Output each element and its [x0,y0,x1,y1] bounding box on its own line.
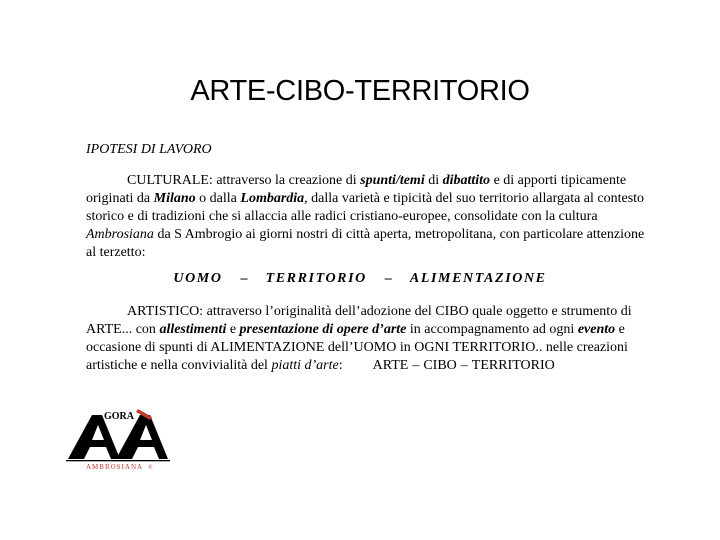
section-subtitle: IPOTESI DI LAVORO [86,142,212,157]
logo-top-text: GORA [104,411,134,422]
keyword-alimentazione: ALIMENTAZIONE [409,271,547,286]
keyword-territorio: TERRITORIO [265,271,367,286]
paragraph-culturale: CULTURALE: attraverso la creazione di spunti/temi di dibattito e di apporti tipicamente originati da Milano o dalla Lombardia, dalla varietà e tipicità del suo territorio allargata al contesto storico e di tradizioni che si allaccia alle radici cristiano-europee, consolidate con la cultura Ambrosiana da S Ambrogio ai giorni nostri di città aperta, metropolitana, con particolare attenzione al terzetto: [86,173,645,260]
keyword-uomo: UOMO [173,271,223,286]
agora-ambrosiana-logo [62,407,182,471]
logo-baseline [66,460,170,461]
logo-registered-mark: ® [148,465,153,471]
paragraph-artistico: ARTISTICO: attraverso l’originalità dell’adozione del CIBO quale oggetto e strumento di ARTE... con allestimenti e presentazione di opere d’arte in accompagnamento ad ogni evento e occasione di spunti di ALIMENTAZIONE dell’UOMO in OGNI TERRITORIO.. nelle creazioni artistiche e nella convivialità del piatti d’arte: ARTE – CIBO – TERRITORIO [86,304,632,373]
page-title: ARTE-CIBO-TERRITORIO [190,75,530,107]
logo-bottom-text: AMBROSIANA [86,463,144,471]
triad-keywords: UOMO – TERRITORIO – ALIMENTAZIONE [173,271,547,286]
